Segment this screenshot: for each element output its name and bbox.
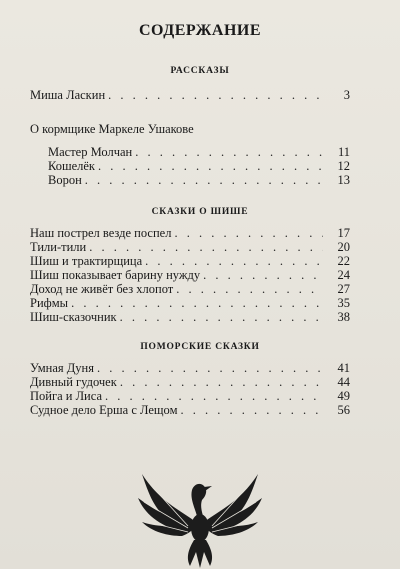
toc-entry-title: Рифмы	[30, 296, 69, 310]
toc-entry-page: 35	[337, 296, 350, 310]
toc-entry-title: Кошелёк	[48, 159, 95, 173]
toc-entry[interactable]	[48, 145, 350, 159]
toc-entry-page: 12	[337, 159, 350, 173]
leader-dots	[108, 88, 323, 102]
leader-dots	[120, 375, 323, 389]
leader-dots	[97, 361, 323, 375]
leader-dots	[145, 254, 323, 268]
leader-dots	[71, 296, 323, 310]
toc-entry[interactable]	[48, 159, 350, 173]
toc-entry-title: Судное дело Ерша с Лещом	[30, 403, 178, 417]
subheading-kormshchik: О кормщике Маркеле Ушакове	[30, 122, 194, 136]
toc-entry-page: 41	[337, 361, 350, 375]
toc-entry-title: Мастер Молчан	[48, 145, 133, 159]
leader-dots	[89, 240, 323, 254]
toc-entry[interactable]	[30, 240, 350, 254]
toc-entry-page: 11	[337, 145, 350, 159]
toc-entry[interactable]	[30, 88, 350, 102]
toc-entry-page: 27	[337, 282, 350, 296]
toc-entry[interactable]	[30, 361, 350, 375]
leader-dots	[98, 159, 323, 173]
toc-entry[interactable]	[30, 310, 350, 324]
toc-entry-title: Умная Дуня	[30, 361, 94, 375]
toc-entry-page: 13	[337, 173, 350, 187]
toc-entry-title: Дивный гудочек	[30, 375, 117, 389]
toc-entry-title: Пойга и Лиса	[30, 389, 102, 403]
leader-dots	[120, 310, 323, 324]
toc-entry[interactable]	[30, 296, 350, 310]
toc-entry-title: Шиш-сказочник	[30, 310, 117, 324]
leader-dots	[135, 145, 323, 159]
toc-entry[interactable]	[30, 389, 350, 403]
leader-dots	[203, 268, 323, 282]
section-heading-shish: СКАЗКИ О ШИШЕ	[151, 207, 249, 217]
toc-entry-page: 38	[337, 310, 350, 324]
toc-entry-title: Наш пострел везде поспел	[30, 226, 172, 240]
toc-entry[interactable]	[30, 375, 350, 389]
toc-entry-page: 56	[337, 403, 350, 417]
leader-dots	[174, 226, 323, 240]
toc-entry[interactable]	[30, 254, 350, 268]
section-heading-pomor: ПОМОРСКИЕ СКАЗКИ	[140, 342, 260, 352]
toc-entry-page: 22	[337, 254, 350, 268]
toc-entry-title: Тили-тили	[30, 240, 87, 254]
leader-dots	[85, 173, 323, 187]
toc-entry-page: 49	[337, 389, 350, 403]
toc-entry-page: 24	[337, 268, 350, 282]
section-heading-stories: РАССКАЗЫ	[170, 66, 230, 76]
toc-entry-page: 44	[337, 375, 350, 389]
page-title: СОДЕРЖАНИЕ	[138, 22, 262, 39]
leader-dots	[180, 403, 323, 417]
toc-entry-title: Шиш показывает барину нужду	[30, 268, 201, 282]
toc-entry[interactable]	[30, 282, 350, 296]
leader-dots	[105, 389, 323, 403]
toc-entry-title: Миша Ласкин	[30, 88, 106, 102]
toc-entry-page: 17	[337, 226, 350, 240]
toc-entry[interactable]	[48, 173, 350, 187]
leader-dots	[176, 282, 323, 296]
bird-ornament-icon	[130, 462, 270, 569]
toc-entry-title: Ворон	[48, 173, 82, 187]
toc-entry[interactable]	[30, 226, 350, 240]
toc-entry-page: 3	[343, 88, 350, 102]
toc-entry-page: 20	[337, 240, 350, 254]
toc-entry-title: Доход не живёт без хлопот	[30, 282, 174, 296]
toc-entry[interactable]	[30, 403, 350, 417]
toc-entry[interactable]	[30, 268, 350, 282]
toc-entry-title: Шиш и трактирщица	[30, 254, 143, 268]
